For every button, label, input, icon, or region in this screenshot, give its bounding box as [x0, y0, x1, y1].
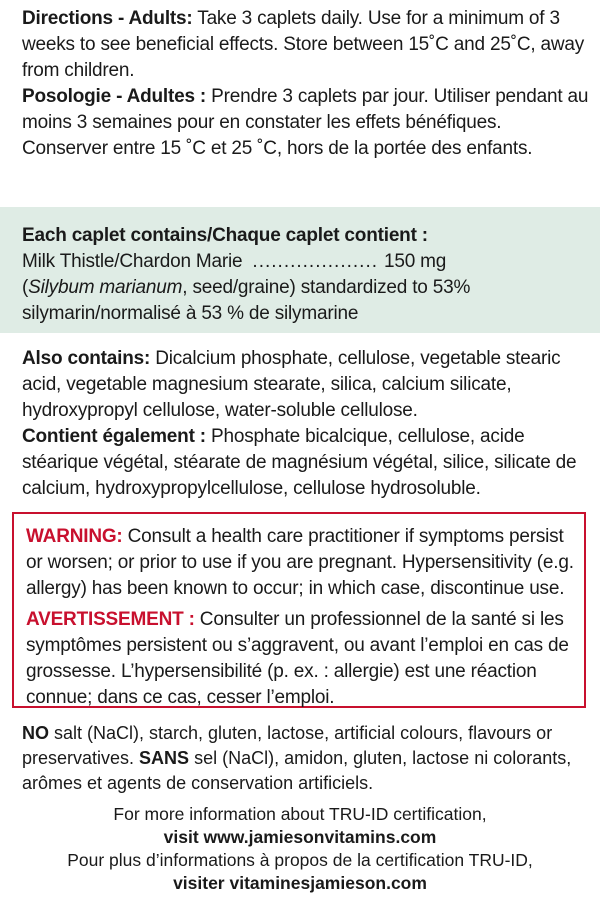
ingredient-name: Milk Thistle/Chardon Marie: [22, 251, 243, 272]
certification-english-line: For more information about TRU-ID certification,: [113, 804, 487, 824]
certification-french-line: Pour plus d’informations à propos de la certification TRU-ID,: [67, 850, 533, 870]
warning-french: [26, 607, 576, 711]
directions-english: [22, 6, 590, 84]
directions-french: [22, 84, 590, 162]
warning-english-text: Consult a health care practitioner if symptoms persist or worsen; or prior to use if you are pregnant. Hypersensitivity (e.g. allergy) has been known to occur; in which case, discontinue use.: [26, 526, 574, 599]
non-medicinal-section: [0, 346, 600, 502]
non-medicinal-french: [22, 424, 590, 502]
certification-french-url[interactable]: visiter vitaminesjamieson.com: [173, 873, 427, 893]
directions-section: [0, 6, 600, 162]
certification-info: [0, 803, 600, 895]
directions-english-label: Directions - Adults:: [22, 8, 193, 29]
warning-french-text: Consulter un professionnel de la santé si les symptômes persistent ou s’aggravent, ou avant l’emploi en cas de grossesse. L’hypersensibilité (p. ex. : allergie) est une réaction connue; dans ce cas, cesser l’emploi.: [26, 609, 569, 708]
non-medicinal-english-text: Dicalcium phosphate, cellulose, vegetable stearic acid, vegetable magnesium stearate, silica, calcium silicate, hydroxypropyl cellulose, water-soluble cellulose.: [22, 348, 561, 421]
directions-french-text: Prendre 3 caplets par jour. Utiliser pendant au moins 3 semaines pour en constater les effets bénéfiques. Conserver entre 15 ˚C et 25 ˚C, hors de la portée des enfants.: [22, 86, 589, 159]
warning-english-label: WARNING:: [26, 526, 123, 547]
ingredient-detail-text: , seed/graine) standardized to 53% silymarin/normalisé à 53 % de silymarine: [22, 277, 471, 324]
directions-english-text: Take 3 caplets daily. Use for a minimum of 3 weeks to see beneficial effects. Store between 15˚C and 25˚C, away from children.: [22, 8, 585, 81]
allergen-english-label: NO: [22, 723, 49, 743]
ingredient-row: [22, 249, 590, 275]
warning-english: [26, 524, 576, 602]
allergen-french-label: SANS: [139, 748, 190, 768]
ingredient-latin-name: Silybum marianum: [28, 277, 183, 298]
directions-french-label: Posologie - Adultes :: [22, 86, 207, 107]
allergen-french-text: sel (NaCl), amidon, gluten, lactose ni colorants, arômes et agents de conservation artificiels.: [22, 748, 572, 793]
non-medicinal-english-label: Also contains:: [22, 348, 151, 369]
non-medicinal-french-text: Phosphate bicalcique, cellulose, acide stéarique végétal, stéarate de magnésium végétal, silice, silicate de calcium, hydroxypropylcellulose, cellulose hydrosoluble.: [22, 426, 577, 499]
ingredient-detail-paren: (: [22, 277, 29, 298]
ingredients-heading: Each caplet contains/Chaque caplet contient :: [22, 225, 428, 246]
ingredient-leader-dots: ....................: [252, 251, 378, 272]
ingredient-amount: 150 mg: [384, 251, 447, 272]
warning-french-label: AVERTISSEMENT :: [26, 609, 195, 630]
non-medicinal-english: [22, 346, 590, 424]
allergen-statement: [0, 721, 600, 796]
non-medicinal-french-label: Contient également :: [22, 426, 206, 447]
warning-box: [12, 512, 586, 708]
ingredient-detail: [22, 275, 590, 327]
ingredients-panel: [0, 207, 600, 333]
certification-english-url[interactable]: visit www.jamiesonvitamins.com: [163, 827, 437, 847]
allergen-english-text: salt (NaCl), starch, gluten, lactose, artificial colours, flavours or preservatives.: [22, 723, 553, 768]
